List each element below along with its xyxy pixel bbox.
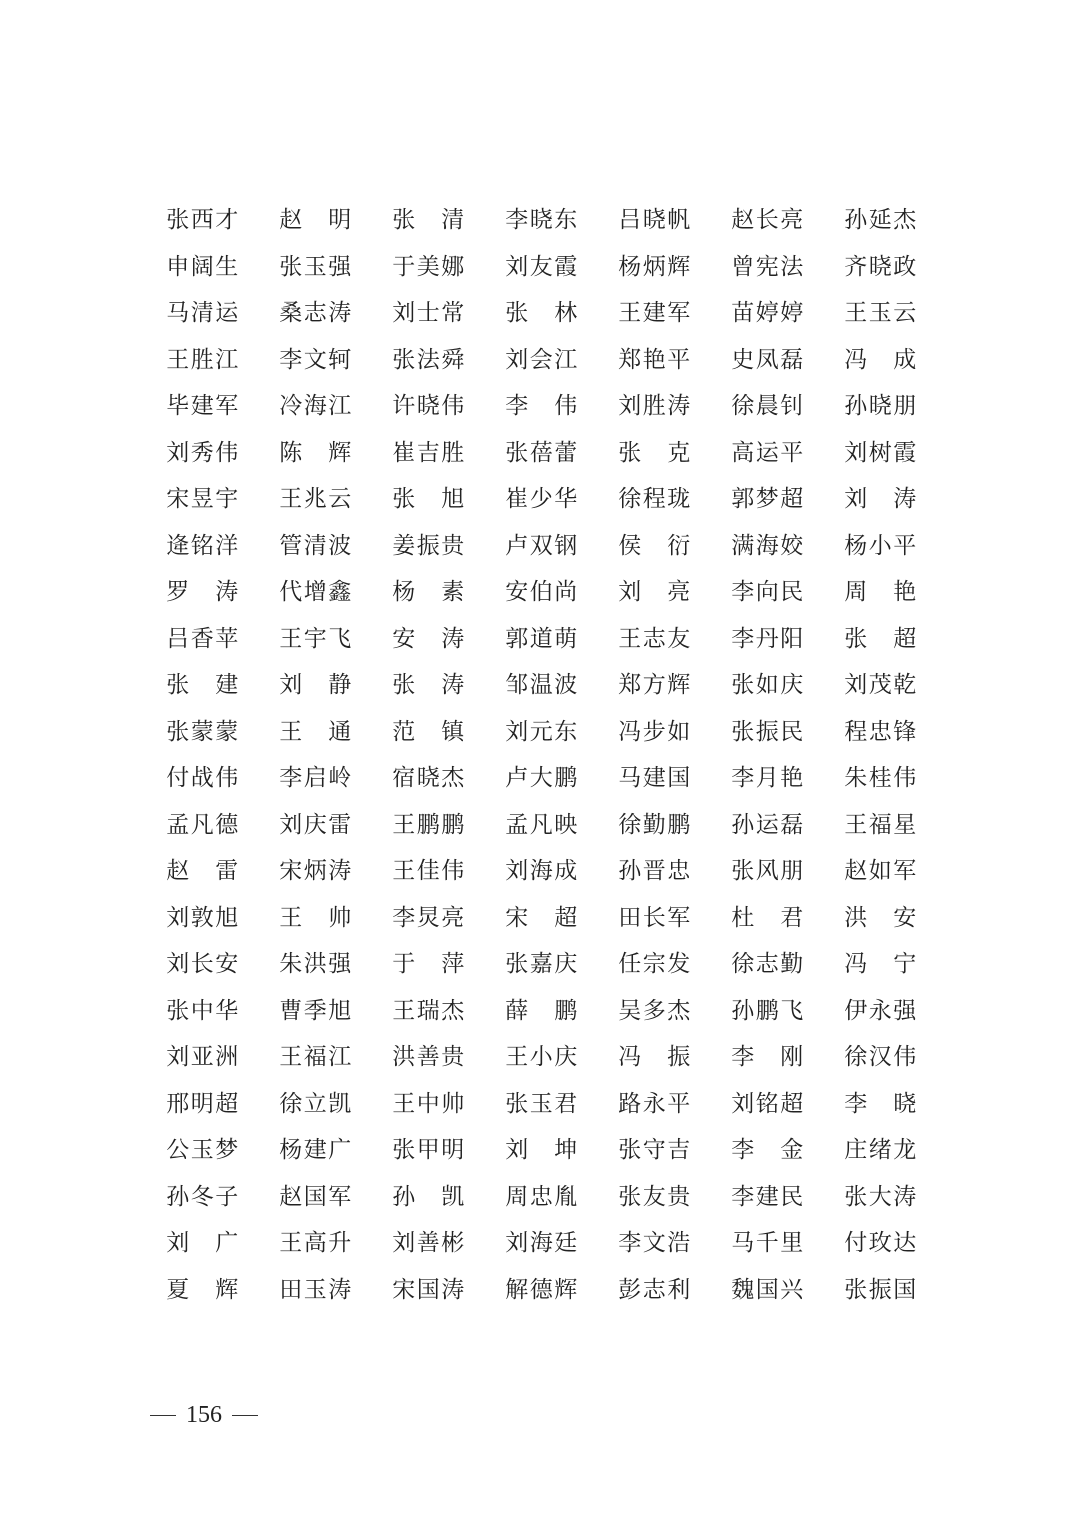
- name-entry: 张玉君: [505, 1090, 579, 1117]
- name-entry: 孙 凯: [392, 1183, 466, 1210]
- name-row: [166, 1220, 926, 1267]
- name-entry: 孟凡德: [166, 811, 240, 838]
- name-entry: 马千里: [731, 1230, 805, 1257]
- name-row: [166, 523, 926, 570]
- name-entry: 满海姣: [731, 532, 805, 559]
- name-entry: 安 涛: [392, 625, 466, 652]
- name-entry: 李炅亮: [392, 904, 466, 931]
- name-row: [166, 662, 926, 709]
- name-entry: 张 清: [392, 207, 466, 234]
- name-entry: 王玉云: [844, 300, 918, 327]
- name-entry: 刘亚洲: [166, 1044, 240, 1071]
- name-entry: 徐勤鹏: [618, 811, 692, 838]
- name-entry: 冯 成: [844, 346, 918, 373]
- name-entry: 许晓伟: [392, 393, 466, 420]
- name-entry: 徐志勤: [731, 951, 805, 978]
- name-row: [166, 1267, 926, 1314]
- name-entry: 李 刚: [731, 1044, 805, 1071]
- name-row: [166, 848, 926, 895]
- name-entry: 高运平: [731, 439, 805, 466]
- name-entry: 刘秀伟: [166, 439, 240, 466]
- name-entry: 曾宪法: [731, 253, 805, 280]
- name-entry: 周忠胤: [505, 1183, 579, 1210]
- name-entry: 刘 广: [166, 1230, 240, 1257]
- name-entry: 冯步如: [618, 718, 692, 745]
- name-entry: 郭道萌: [505, 625, 579, 652]
- name-entry: 付战伟: [166, 765, 240, 792]
- name-entry: 冷海江: [279, 393, 353, 420]
- name-entry: 徐汉伟: [844, 1044, 918, 1071]
- name-entry: 刘 坤: [505, 1137, 579, 1164]
- name-entry: 孟凡映: [505, 811, 579, 838]
- name-entry: 刘 静: [279, 672, 353, 699]
- name-entry: 史凤磊: [731, 346, 805, 373]
- name-entry: 刘铭超: [731, 1090, 805, 1117]
- name-entry: 申阔生: [166, 253, 240, 280]
- name-entry: 刘胜涛: [618, 393, 692, 420]
- name-row: [166, 383, 926, 430]
- name-row: [166, 430, 926, 477]
- name-entry: 于 萍: [392, 951, 466, 978]
- name-row: [166, 569, 926, 616]
- name-entry: 杜 君: [731, 904, 805, 931]
- name-entry: 刘元东: [505, 718, 579, 745]
- name-entry: 李 晓: [844, 1090, 918, 1117]
- name-entry: 赵国军: [279, 1183, 353, 1210]
- name-entry: 杨炳辉: [618, 253, 692, 280]
- name-entry: 王瑞杰: [392, 997, 466, 1024]
- page-number: 156: [186, 1402, 222, 1428]
- page-footer: [150, 1402, 258, 1429]
- name-row: [166, 1081, 926, 1128]
- name-list-grid: [166, 197, 926, 1313]
- name-entry: 李向民: [731, 579, 805, 606]
- name-entry: 冯 振: [618, 1044, 692, 1071]
- name-entry: 刘长安: [166, 951, 240, 978]
- name-entry: 孙冬子: [166, 1183, 240, 1210]
- name-entry: 朱洪强: [279, 951, 353, 978]
- name-row: [166, 802, 926, 849]
- name-entry: 王兆云: [279, 486, 353, 513]
- dash-left: [150, 1415, 176, 1417]
- name-entry: 代增鑫: [279, 579, 353, 606]
- name-row: [166, 197, 926, 244]
- name-entry: 王宇飞: [279, 625, 353, 652]
- name-row: [166, 476, 926, 523]
- name-entry: 冯 宁: [844, 951, 918, 978]
- name-entry: 张玉强: [279, 253, 353, 280]
- name-entry: 曹季旭: [279, 997, 353, 1024]
- name-entry: 苗婷婷: [731, 300, 805, 327]
- name-entry: 任宗发: [618, 951, 692, 978]
- name-entry: 于美娜: [392, 253, 466, 280]
- name-entry: 马建国: [618, 765, 692, 792]
- name-entry: 赵 雷: [166, 858, 240, 885]
- name-row: [166, 1127, 926, 1174]
- name-entry: 吕晓帆: [618, 207, 692, 234]
- name-entry: 张大涛: [844, 1183, 918, 1210]
- name-entry: 李文浩: [618, 1230, 692, 1257]
- name-entry: 王建军: [618, 300, 692, 327]
- name-entry: 张 建: [166, 672, 240, 699]
- name-entry: 刘茂乾: [844, 672, 918, 699]
- name-entry: 张友贵: [618, 1183, 692, 1210]
- name-entry: 刘 亮: [618, 579, 692, 606]
- name-entry: 刘善彬: [392, 1230, 466, 1257]
- name-entry: 宿晓杰: [392, 765, 466, 792]
- name-entry: 张 林: [505, 300, 579, 327]
- name-entry: 刘会江: [505, 346, 579, 373]
- name-entry: 卢双钢: [505, 532, 579, 559]
- name-row: [166, 1174, 926, 1221]
- name-entry: 邹温波: [505, 672, 579, 699]
- name-entry: 田玉涛: [279, 1276, 353, 1303]
- name-entry: 郭梦超: [731, 486, 805, 513]
- name-entry: 郑艳平: [618, 346, 692, 373]
- name-entry: 王高升: [279, 1230, 353, 1257]
- name-entry: 李月艳: [731, 765, 805, 792]
- name-entry: 公玉梦: [166, 1137, 240, 1164]
- name-entry: 姜振贵: [392, 532, 466, 559]
- name-entry: 周 艳: [844, 579, 918, 606]
- name-entry: 宋国涛: [392, 1276, 466, 1303]
- name-entry: 徐晨钊: [731, 393, 805, 420]
- name-entry: 张振民: [731, 718, 805, 745]
- name-entry: 张风朋: [731, 858, 805, 885]
- name-entry: 洪 安: [844, 904, 918, 931]
- name-entry: 王 帅: [279, 904, 353, 931]
- name-entry: 刘士常: [392, 300, 466, 327]
- name-entry: 张如庆: [731, 672, 805, 699]
- name-entry: 刘友霞: [505, 253, 579, 280]
- name-entry: 管清波: [279, 532, 353, 559]
- name-entry: 庄绪龙: [844, 1137, 918, 1164]
- name-entry: 宋昱宇: [166, 486, 240, 513]
- name-row: [166, 895, 926, 942]
- name-entry: 宋炳涛: [279, 858, 353, 885]
- name-entry: 王小庆: [505, 1044, 579, 1071]
- name-entry: 张中华: [166, 997, 240, 1024]
- name-entry: 张甲明: [392, 1137, 466, 1164]
- name-entry: 张 超: [844, 625, 918, 652]
- name-entry: 陈 辉: [279, 439, 353, 466]
- name-entry: 齐晓政: [844, 253, 918, 280]
- name-entry: 孙晓朋: [844, 393, 918, 420]
- name-entry: 解德辉: [505, 1276, 579, 1303]
- name-entry: 侯 衍: [618, 532, 692, 559]
- name-entry: 王志友: [618, 625, 692, 652]
- name-entry: 洪善贵: [392, 1044, 466, 1071]
- name-entry: 赵长亮: [731, 207, 805, 234]
- name-entry: 王鹏鹏: [392, 811, 466, 838]
- name-entry: 范 镇: [392, 718, 466, 745]
- name-entry: 孙鹏飞: [731, 997, 805, 1024]
- name-entry: 杨建广: [279, 1137, 353, 1164]
- name-entry: 路永平: [618, 1090, 692, 1117]
- name-entry: 彭志利: [618, 1276, 692, 1303]
- name-entry: 刘 涛: [844, 486, 918, 513]
- name-entry: 孙运磊: [731, 811, 805, 838]
- name-entry: 王佳伟: [392, 858, 466, 885]
- name-entry: 张 克: [618, 439, 692, 466]
- name-entry: 刘敦旭: [166, 904, 240, 931]
- name-entry: 张振国: [844, 1276, 918, 1303]
- name-entry: 张法舜: [392, 346, 466, 373]
- name-entry: 李建民: [731, 1183, 805, 1210]
- name-entry: 夏 辉: [166, 1276, 240, 1303]
- name-entry: 张蓓蕾: [505, 439, 579, 466]
- name-entry: 王福星: [844, 811, 918, 838]
- name-entry: 伊永强: [844, 997, 918, 1024]
- name-entry: 李启岭: [279, 765, 353, 792]
- name-entry: 王中帅: [392, 1090, 466, 1117]
- name-entry: 张嘉庆: [505, 951, 579, 978]
- name-entry: 罗 涛: [166, 579, 240, 606]
- name-entry: 逄铭洋: [166, 532, 240, 559]
- name-row: [166, 1034, 926, 1081]
- name-row: [166, 290, 926, 337]
- name-row: [166, 755, 926, 802]
- name-entry: 刘树霞: [844, 439, 918, 466]
- name-entry: 魏国兴: [731, 1276, 805, 1303]
- name-entry: 李丹阳: [731, 625, 805, 652]
- name-entry: 孙延杰: [844, 207, 918, 234]
- name-entry: 宋 超: [505, 904, 579, 931]
- name-entry: 卢大鹏: [505, 765, 579, 792]
- name-entry: 程忠锋: [844, 718, 918, 745]
- name-entry: 徐立凯: [279, 1090, 353, 1117]
- name-row: [166, 244, 926, 291]
- name-entry: 崔少华: [505, 486, 579, 513]
- name-entry: 王胜江: [166, 346, 240, 373]
- name-entry: 刘海廷: [505, 1230, 579, 1257]
- name-entry: 邢明超: [166, 1090, 240, 1117]
- name-entry: 赵 明: [279, 207, 353, 234]
- name-entry: 刘庆雷: [279, 811, 353, 838]
- name-entry: 李 金: [731, 1137, 805, 1164]
- name-entry: 王 通: [279, 718, 353, 745]
- name-entry: 李 伟: [505, 393, 579, 420]
- name-entry: 杨小平: [844, 532, 918, 559]
- name-entry: 崔吉胜: [392, 439, 466, 466]
- name-entry: 朱桂伟: [844, 765, 918, 792]
- name-entry: 李晓东: [505, 207, 579, 234]
- name-entry: 张守吉: [618, 1137, 692, 1164]
- name-entry: 吴多杰: [618, 997, 692, 1024]
- name-row: [166, 616, 926, 663]
- name-entry: 桑志涛: [279, 300, 353, 327]
- name-row: [166, 941, 926, 988]
- name-entry: 付玫达: [844, 1230, 918, 1257]
- name-entry: 薛 鹏: [505, 997, 579, 1024]
- name-entry: 张 涛: [392, 672, 466, 699]
- name-entry: 安伯尚: [505, 579, 579, 606]
- name-entry: 张西才: [166, 207, 240, 234]
- name-row: [166, 709, 926, 756]
- name-entry: 张 旭: [392, 486, 466, 513]
- name-entry: 马清运: [166, 300, 240, 327]
- name-entry: 毕建军: [166, 393, 240, 420]
- name-entry: 王福江: [279, 1044, 353, 1071]
- name-entry: 刘海成: [505, 858, 579, 885]
- name-entry: 张蒙蒙: [166, 718, 240, 745]
- name-entry: 郑方辉: [618, 672, 692, 699]
- name-entry: 徐程珑: [618, 486, 692, 513]
- name-row: [166, 988, 926, 1035]
- name-entry: 吕香苹: [166, 625, 240, 652]
- name-entry: 田长军: [618, 904, 692, 931]
- name-row: [166, 337, 926, 384]
- name-entry: 赵如军: [844, 858, 918, 885]
- name-entry: 孙晋忠: [618, 858, 692, 885]
- dash-right: [232, 1415, 258, 1417]
- name-entry: 李文轲: [279, 346, 353, 373]
- name-entry: 杨 素: [392, 579, 466, 606]
